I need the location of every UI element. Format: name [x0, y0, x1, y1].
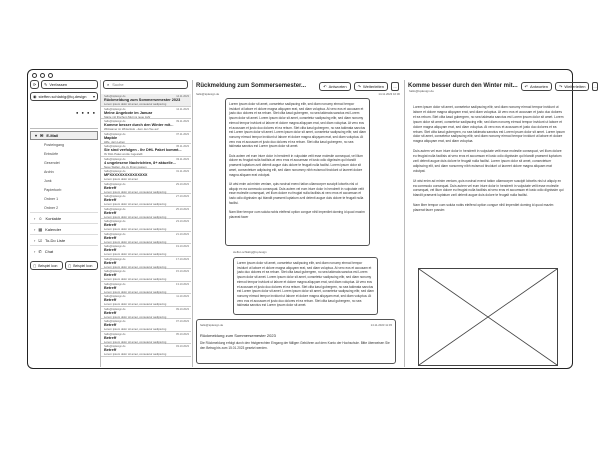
account-selector[interactable]: ◉ steffen.schlabig@tq.design ▾ — [30, 92, 98, 101]
folder-item[interactable]: Ordner 2 — [44, 205, 59, 210]
square-icon: ▢ — [33, 263, 37, 268]
forward-icon: ↷ — [357, 83, 361, 89]
list-item[interactable]: hallo@tqdesign.de 21.10.2023 Betreff Lorem ipsum dolor sit amet, consetetur sadipscing — [101, 232, 191, 245]
forward-button[interactable]: ↷ Weiterleiten — [354, 82, 388, 91]
body-paragraph: Lorem ipsum dolor sit amet, consetetur sadipscing elitr, sed diam nonumy eirmod tempor invidunt ut labore et dolore magna aliquyam erat, sed diam voluptua. At vero eos et accusam et justo duo dolores et ea rebum. Stet clita kasd gubergren, no sea takimata sanctus est Lorem ipsum dolor sit amet. Lorem ipsum dolor sit amet, consetetur sadipscing elitr, sed diam nonumy eirmod tempor invidunt ut labore et dolore magna aliquyam erat, sed diam voluptua. At vero eos et accusam et justo duo dolores et ea rebum. Stet clita kasd gubergren, no sea takimata sanctus est Lorem ipsum dolor sit amet. Lorem ipsum dolor sit amet, consetetur sadipscing elitr, sed diam nonumy eirmod tempor invidunt ut labore et dolore magna aliquyam erat, sed diam voluptua. — [413, 105, 565, 144]
list-item[interactable]: hallo@tqdesign.de 13.10.2023 Betreff Lorem ipsum dolor sit amet, consetetur sadipscing — [101, 282, 191, 295]
message-paragraph: Duis autem vel eum iriure dolor in hendrerit in vulputate velit esse molestie consequat, vel illum dolore eu feugiat nulla facilisis at vero eros et accumsan et iusto odio dignissim qui blandit praesent luptatum zzril delenit augue duis dolore te feugait nulla facilisi. Lorem ipsum dolor sit amet, consectetuer adipiscing elit, sed diam nonummy nibh euismod tincidunt ut laoreet dolore magna aliquam erat volutpat. — [229, 153, 363, 177]
message-card-1 — [225, 98, 370, 246]
search-input[interactable]: ⌕ Suche — [103, 80, 188, 89]
close-window-button[interactable] — [32, 73, 37, 78]
reply-icon: ↶ — [323, 83, 327, 89]
thread-view — [192, 80, 402, 367]
forward-icon: ↷ — [559, 83, 563, 89]
more-button[interactable]: ... — [391, 82, 399, 91]
reply-sender: steffen.schlabig@tq.design — [233, 250, 267, 254]
nav-item[interactable]: › ✆ Chat — [30, 245, 98, 256]
message-paragraph: Ut wisi enim ad minim veniam, quis nostrud exerci tation ullamcorper suscipit lobortis nisl ut aliquip ex ea commodo consequat. Duis autem vel eum iriure dolor in hendrerit in vulputate velit esse molestie consequat, vel illum dolore eu feugiat nulla facilisis at vero eros et accumsan et iusto odio dignissim qui blandit praesent luptatum zzril delenit augue duis dolore te feugait nulla facilisi. — [229, 181, 364, 205]
sidebar — [30, 80, 98, 367]
list-item[interactable]: hallo@tqdesign.de 19.10.2023 Betreff Lorem ipsum dolor sit amet, consetetur sadipscing — [101, 244, 191, 257]
list-item[interactable]: hallo@tqdesign.de 03.10.2023 Betreff Lorem ipsum dolor sit amet, consetetur sadipscing — [101, 344, 191, 357]
chevron-right-icon: › — [34, 248, 36, 254]
message-paragraph: Lorem ipsum dolor sit amet, consetetur sadipscing elitr, sed diam nonumy eirmod tempor invidunt ut labore et dolore magna aliquyam erat, sed diam voluptua. At vero eos et accusam et justo duo dolores et ea rebum. Stet clita kasd gubergren, no sea takimata sanctus est Lorem ipsum dolor sit amet. Lorem ipsum dolor sit amet, consetetur sadipscing elitr, sed diam nonumy eirmod tempor invidunt ut labore et dolore magna aliquyam erat, sed diam voluptua. At vero eos et accusam et justo duo dolores et ea rebum. Stet clita kasd gubergren, no sea takimata sanctus est Lorem ipsum dolor sit amet. Lorem ipsum dolor sit amet, consetetur sadipscing elitr, sed diam nonumy eirmod tempor invidunt ut labore et dolore magna aliquyam erat, sed diam voluptua. At vero eos et accusam et justo duo dolores et ea rebum. Stet clita kasd gubergren, no sea takimata sanctus est Lorem ipsum dolor sit amet. — [229, 102, 366, 149]
image-placeholder — [418, 268, 558, 366]
forward-button[interactable]: ↷ Weiterleiten — [555, 82, 589, 91]
message-subject: Rückmeldung zum Sommersemester 2023 — [200, 333, 276, 338]
sender-address: hallo@tqdesign.de — [409, 89, 434, 93]
list-item[interactable]: hallo@tqdesign.de 14.11.2023 Rückmeldung zum Sommersemester 2023 Lorem ipsum dolor sit amet, consetetur sadipscing — [101, 94, 191, 107]
list-item[interactable]: hallo@tqdesign.de 05.10.2023 Betreff Lorem ipsum dolor sit amet, consetetur sadipscing — [101, 332, 191, 345]
nav-item[interactable]: › ▦ Kalender — [30, 223, 98, 234]
folder-item[interactable]: Ordner 1 — [44, 196, 59, 201]
thread-date: 14.11.2023 10:30 — [378, 92, 400, 96]
search-icon: ⌕ — [107, 82, 110, 87]
user-icon: ◉ — [33, 94, 37, 99]
mail-icon: ✉ — [40, 133, 44, 138]
folder-item[interactable]: Entwürfe — [44, 151, 59, 156]
list-item[interactable]: hallo@tqdesign.de 03.11.2023 4 ungelesene Nachrichten, 8+ aktuelle... Neue Stellen, die zu Ihnen passen — [101, 157, 191, 170]
folder-nav — [30, 128, 98, 256]
folder-item[interactable]: Archiv — [44, 169, 54, 174]
compose-button[interactable]: ✎ Verfassen — [41, 80, 98, 89]
list-item[interactable]: hallo@tqdesign.de 09.11.2023 Komme besser durch den Winter mit... Wirksamer im Winterlook - dem den Tee auf — [101, 119, 191, 132]
nav-email[interactable]: ▾ ✉ E-Mail — [30, 131, 98, 140]
folder-item[interactable]: Junk — [44, 178, 52, 183]
chevron-right-icon: › — [34, 237, 36, 243]
chevron-down-icon: ▾ — [92, 94, 95, 99]
list-item[interactable]: hallo@tqdesign.de 25.10.2023 Betreff Lorem ipsum dolor sit amet, consetetur sadipscing — [101, 207, 191, 220]
reply-button[interactable]: ↶ Antworten — [319, 82, 350, 91]
tools-row — [30, 261, 98, 270]
reader-title: Komme besser durch den Winter mit... — [408, 83, 518, 89]
minimize-window-button[interactable] — [40, 73, 45, 78]
list-item[interactable]: hallo@tqdesign.de 11.10.2023 Betreff Lorem ipsum dolor sit amet, consetetur sadipscing — [101, 294, 191, 307]
example-icon-button-1[interactable]: ▢ Beispiel Icon — [30, 261, 63, 270]
refresh-button[interactable] — [30, 80, 39, 89]
list-item[interactable]: hallo@tqdesign.de 27.10.2023 Betreff Lorem ipsum dolor sit amet, consetetur sadipscing — [101, 194, 191, 207]
message-paragraph: Nam liber tempor cum soluta nobis eleifend option congue nihil imperdiet doming id quod mazim placerat facer — [229, 210, 365, 219]
refresh-icon: ⟳ — [32, 82, 37, 87]
list-item[interactable]: hallo@tqdesign.de 07.10.2023 Betreff Lorem ipsum dolor sit amet, consetetur sadipscing — [101, 319, 191, 332]
nav-item[interactable]: › ☺ Kontakte — [30, 212, 98, 223]
more-button[interactable]: ... — [593, 83, 597, 89]
chevron-down-icon: ▾ — [35, 133, 38, 138]
message-list — [100, 80, 190, 367]
chat-icon: ✆ — [38, 248, 42, 254]
list-item[interactable]: hallo@tqdesign.de 07.11.2023 Mapble Hilfe, dein Leben — [101, 132, 191, 145]
body-paragraph: Duis autem vel eum iriure dolor in hendrerit in vulputate velit esse molestie consequat, vel illum dolore eu feugiat nulla facilisis at vero eros et accumsan et iusto odio dignissim qui blandit praesent luptatum zzril delenit augue duis dolore te feugait nulla facilisi. Lorem ipsum dolor sit amet, consectetuer adipiscing elit, sed diam nonummy nibh euismod tincidunt ut laoreet dolore magna aliquam erat volutpat. — [413, 149, 562, 173]
list-item[interactable]: hallo@tqdesign.de 17.10.2023 Betreff Lorem ipsum dolor sit amet, consetetur sadipscing — [101, 257, 191, 270]
body-paragraph: Ut wisi enim ad minim veniam, quis nostrud exerci tation ullamcorper suscipit lobortis nisl ut aliquip ex ea commodo consequat. Duis autem vel eum iriure dolor in hendrerit in vulputate velit esse molestie consequat, vel illum dolore eu feugiat nulla facilisis at vero eros et accumsan et iusto odio dignissim qui blandit praesent luptatum zzril delenit augue duis dolore te feugait nulla facilisi. — [413, 178, 564, 198]
folder-item[interactable]: Posteingang — [44, 142, 64, 147]
contacts-icon: ☺ — [38, 215, 43, 221]
calendar-icon: ▦ — [38, 226, 43, 232]
folder-item[interactable]: Papierkorb — [44, 187, 62, 192]
body-paragraph: Nam liber tempor cum soluta nobis eleifend option congue nihil imperdiet doming id quod mazim placerat facer possim — [413, 203, 554, 213]
list-item[interactable]: hallo@tqdesign.de 09.10.2023 Betreff Lorem ipsum dolor sit amet, consetetur sadipscing — [101, 307, 191, 320]
pencil-icon: ✎ — [44, 82, 48, 87]
reply-icon: ↶ — [524, 83, 528, 89]
chevron-right-icon: › — [34, 215, 36, 221]
list-item[interactable]: hallo@tqdesign.de 15.10.2023 Betreff Lorem ipsum dolor sit amet, consetetur sadipscing — [101, 269, 191, 282]
page-indicator: ● ● ● ● — [76, 110, 96, 115]
todo-icon: ☑ — [38, 237, 42, 243]
maximize-window-button[interactable] — [48, 73, 53, 78]
window-controls — [32, 73, 53, 78]
reply-button[interactable]: ↶ Antworten — [521, 82, 552, 91]
message-paragraph: Die Rückmeldung erfolgt durch den fristgerechten Eingang der fälligen Gebühren auf dem Konto der Hochschule. Bitte überweisen Sie den Betrag bis zum 15.01.2023 gesetzt werden. — [200, 341, 390, 350]
reading-pane — [404, 80, 597, 367]
thread-title: Rückmeldung zum Sommersemester... — [196, 83, 307, 89]
mail-app-window — [27, 69, 597, 369]
nav-item[interactable]: › ☑ To-Do Liste — [30, 234, 98, 245]
message-card-2 — [233, 257, 378, 315]
list-item[interactable]: hallo@tqdesign.de 01.11.2023 MFXXXXXXXXXXXXXXX Lorem ipsum dolor sit amet — [101, 169, 191, 182]
list-item[interactable]: hallo@tqdesign.de 12.11.2023 Meine Angebote im Januar Starte mit frischem Mut ins neue Jahr — [101, 107, 191, 120]
list-item[interactable]: hallo@tqdesign.de 05.11.2023 Sie sind verfolgen - Ihr DHL Paket kommt... Ihr DHL Paket wurde zugestellt — [101, 144, 191, 157]
thread-sender: hallo@tqdesign.de — [196, 92, 220, 96]
folder-item[interactable]: Gesendet — [44, 160, 60, 165]
list-item[interactable]: hallo@tqdesign.de 29.10.2023 Betreff Lorem ipsum dolor sit amet, consetetur sadipscing — [101, 182, 191, 195]
square-icon: ▢ — [68, 263, 72, 268]
chevron-right-icon: › — [34, 226, 36, 232]
example-icon-button-2[interactable]: ▢ Beispiel Icon — [65, 261, 98, 270]
list-item[interactable]: hallo@tqdesign.de 23.10.2023 Betreff Lorem ipsum dolor sit amet, consetetur sadipscing — [101, 219, 191, 232]
message-paragraph: Lorem ipsum dolor sit amet, consetetur sadipscing elitr, sed diam nonumy eirmod tempor invidunt ut labore et dolore magna aliquyam erat, sed diam voluptua. At vero eos et accusam et justo duo dolores et ea rebum. Stet clita kasd gubergren, no sea takimata sanctus est Lorem ipsum dolor sit amet. Lorem ipsum dolor sit amet, consetetur sadipscing elitr, sed diam nonumy eirmod tempor invidunt ut labore et dolore magna aliquyam erat, sed diam voluptua. At vero eos et accusam et justo duo dolores et ea rebum. Stet clita kasd gubergren, no sea takimata sanctus est Lorem ipsum dolor sit amet. Lorem ipsum dolor sit amet, consetetur sadipscing elitr, sed diam nonumy eirmod tempor invidunt ut labore et dolore magna aliquyam erat, sed diam voluptua. At vero eos et accusam et justo duo dolores et ea rebum. Stet clita kasd gubergren, no sea takimata sanctus est Lorem ipsum dolor sit amet. — [237, 261, 374, 308]
message-card-3: hallo@tqdesign.de 14.11.2023 11:45 Rückmeldung zum Sommersemester 2023 Die Rückmeldung erfolgt durch den fristgerechten Eingang der fälligen Gebühren auf dem Konto der Hochschule. Bitte überweisen Sie den Betrag bis zum 15.01.2023 gesetzt werden. — [196, 319, 396, 364]
